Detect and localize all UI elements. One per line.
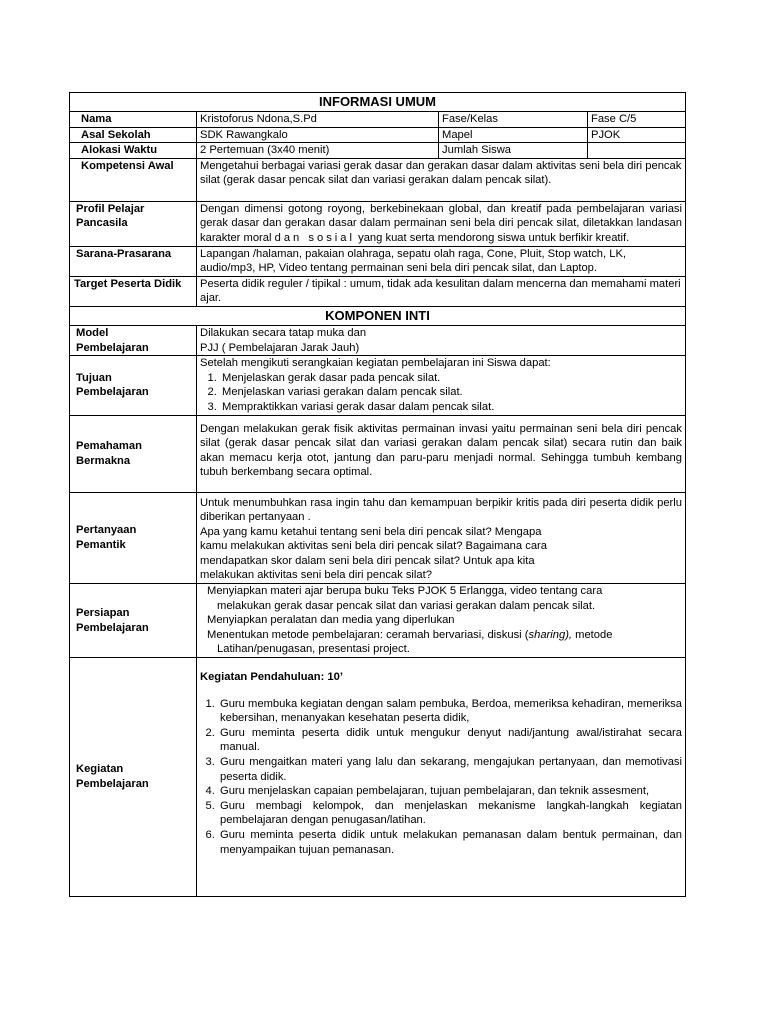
persiapan-label [70,584,197,658]
list-item: 2. Guru meminta peserta didik untuk mengukur denyut nadi/jantung awal/istirahat secara manual. [218,726,682,755]
nama-label: Nama [70,112,197,128]
profil-text-a: Dengan dimensi gotong royong, berkebinekaan global, dan kreatif pada pembelajaran variasi gerak dasar dan gerakan dasar dalam permainan seni bela diri pencak silat, diletakkan landasan karakter moral [200,202,682,244]
tujuan-intro: Setelah mengikuti serangkaian kegiatan pembelajaran ini Siswa dapat: [200,357,551,370]
sarana-value: Lapangan /halaman, pakaian olahraga, sepatu olah raga, Cone, Pluit, Stop watch, LK, audio/mp3, HP, Video tentang permainan seni bela diri pencak silat, dan Laptop. [197,246,686,276]
tujuan-label-line-1: Tujuan [76,371,112,384]
pemahaman-label-line-2: Bermakna [76,454,131,467]
list-item: 5. Guru membagi kelompok, dan menjelaskan mekanisme langkah-langkah kegiatan pembelajaran dengan penugasan/latihan. [218,799,682,828]
kegiatan-value [197,658,686,897]
persiapan-item-3a-post: metode [572,628,613,641]
sarana-label: Sarana-Prasarana [70,246,197,276]
model-row [70,325,686,355]
profil-text-b: yang kuat serta mendorong siswa untuk berfikir kreatif. [355,231,630,244]
kompetensi-row [70,158,686,201]
sekolah-value: SDK Rawangkalo [197,127,439,143]
pertanyaan-label-line-2: Pemantik [76,538,126,551]
mapel-value: PJOK [588,127,686,143]
fase-value: Fase C/5 [588,112,686,128]
persiapan-label-line-2: Pembelajaran [76,621,149,634]
pertanyaan-line-1: Untuk menumbuhkan rasa ingin tahu dan kemampuan berpikir kritis pada diri peserta didik perlu diberikan pertanyaan . [200,496,682,524]
profil-row [70,201,686,246]
informasi-umum-header-row [70,93,686,112]
pemahaman-label-line-1: Pemahaman [76,439,142,452]
pertanyaan-line-4: mendapatkan skor dalam seni bela diri pencak silat? Untuk apa kita [200,554,535,567]
pertanyaan-value [197,492,686,584]
persiapan-item-3a [207,628,682,643]
pemahaman-row [70,415,686,492]
target-value: Peserta didik reguler / tipikal : umum, tidak ada kesulitan dalam mencerna dan memahami materi ajar. [197,276,686,306]
persiapan-label-line-1: Persiapan [76,606,130,619]
tujuan-row [70,356,686,415]
kegiatan-label-line-1: Kegiatan [76,763,124,776]
pertanyaan-line-2: Apa yang kamu ketahui tentang seni bela diri pencak silat? Mengapa [200,525,542,538]
profil-text-spaced: dan sosial [274,231,355,244]
pertanyaan-line-5: melakukan aktivitas seni bela diri pencak silat? [200,569,432,582]
profil-value [197,201,686,246]
identity-row-alokasi [70,143,686,159]
fase-label: Fase/Kelas [439,112,588,128]
profil-label-line-1: Profil Pelajar [76,202,145,215]
alokasi-value: 2 Pertemuan (3x40 menit) [197,143,439,159]
kegiatan-label-line-2: Pembelajaran [76,778,149,791]
pertanyaan-line-3: kamu melakukan aktivitas seni bela diri pencak silat? Bagaimana cara [200,540,547,553]
persiapan-value [197,584,686,658]
kegiatan-title: Kegiatan Pendahuluan: 10’ [200,671,343,684]
persiapan-item-1a: Menyiapkan materi ajar berupa buku Teks PJOK 5 Erlangga, video tentang cara [207,585,603,598]
identity-row-sekolah [70,127,686,143]
profil-label-line-2: Pancasila [76,217,128,230]
list-item: 1. Guru membuka kegiatan dengan salam pembuka, Berdoa, memeriksa kehadiran, memeriksa kebersihan, menanyakan kesehatan peserta didik, [218,697,682,726]
komponen-inti-title: KOMPONEN INTI [70,306,686,325]
lesson-plan-table [69,92,686,897]
persiapan-row [70,584,686,658]
pertanyaan-row [70,492,686,584]
persiapan-item-2: Menyiapkan peralatan dan media yang diperlukan [207,614,455,627]
kegiatan-row [70,658,686,897]
model-label-line-1: Model [76,326,109,339]
identity-row-nama [70,112,686,128]
jumlah-label: Jumlah Siswa [439,143,588,159]
list-item: 2. Menjelaskan variasi gerakan dalam pencak silat. [220,385,682,400]
tujuan-label-line-2: Pembelajaran [76,386,149,399]
kompetensi-value: Mengetahui berbagai variasi gerak dasar dan gerakan dasar dalam aktivitas seni bela diri pencak silat (gerak dasar pencak silat dan variasi gerakan dalam pencak silat). [197,158,686,201]
model-line-2: PJJ ( Pembelajaran Jarak Jauh) [200,341,360,354]
mapel-label: Mapel [439,127,588,143]
tujuan-list [200,371,682,415]
profil-label [70,201,197,246]
target-row [70,276,686,306]
jumlah-value [588,143,686,159]
pemahaman-value: Dengan melakukan gerak fisik aktivitas permainan invasi yaitu permainan seni bela diri pencak silat (gerak dasar pencak silat dan variasi gerakan dalam pencak silat) secara rutin dan baik akan memacu kerja otot, jantung dan paru-paru menjadi normal. Sehingga tumbuh kembang tubuh berkembang secara optimal. [197,415,686,492]
target-label: Target Peserta Didik [70,276,197,306]
persiapan-item-3b: Latihan/penugasan, presentasi project. [217,643,410,656]
persiapan-item-1b: melakukan gerak dasar pencak silat dan variasi gerakan dalam pencak silat. [217,599,596,612]
model-label [70,325,197,355]
persiapan-item-3a-pre: Menentukan metode pembelajaran: ceramah bervariasi, diskusi ( [207,628,529,641]
list-item: 3. Mempraktikkan variasi gerak dasar dalam pencak silat. [220,400,682,415]
kegiatan-list [200,697,682,858]
model-label-line-2: Pembelajaran [76,341,149,354]
kegiatan-label [70,658,197,897]
tujuan-label [70,356,197,415]
rpp-document [69,92,685,897]
list-item: 3. Guru mengaitkan materi yang lalu dan sekarang, mengajukan pertanyaan, dan memotivasi peserta didik. [218,755,682,784]
tujuan-value [197,356,686,415]
alokasi-label: Alokasi Waktu [70,143,197,159]
sekolah-label: Asal Sekolah [70,127,197,143]
sarana-row [70,246,686,276]
persiapan-item-3a-em: sharing), [528,628,573,641]
pertanyaan-label-line-1: Pertanyaan [76,524,137,537]
model-value [197,325,686,355]
informasi-umum-title: INFORMASI UMUM [70,93,686,112]
list-item: 1. Menjelaskan gerak dasar pada pencak silat. [220,371,682,386]
komponen-inti-header-row [70,306,686,325]
pertanyaan-label [70,492,197,584]
list-item: 4. Guru menjelaskan capaian pembelajaran, tujuan pembelajaran, dan teknik assesment, [218,784,682,799]
model-line-1: Dilakukan secara tatap muka dan [200,326,367,339]
nama-value: Kristoforus Ndona,S.Pd [197,112,439,128]
pemahaman-label [70,415,197,492]
kompetensi-label: Kompetensi Awal [70,158,197,201]
list-item: 6. Guru meminta peserta didik untuk melakukan pemanasan dalam bentuk permainan, dan menyampaikan tujuan pemanasan. [218,828,682,857]
